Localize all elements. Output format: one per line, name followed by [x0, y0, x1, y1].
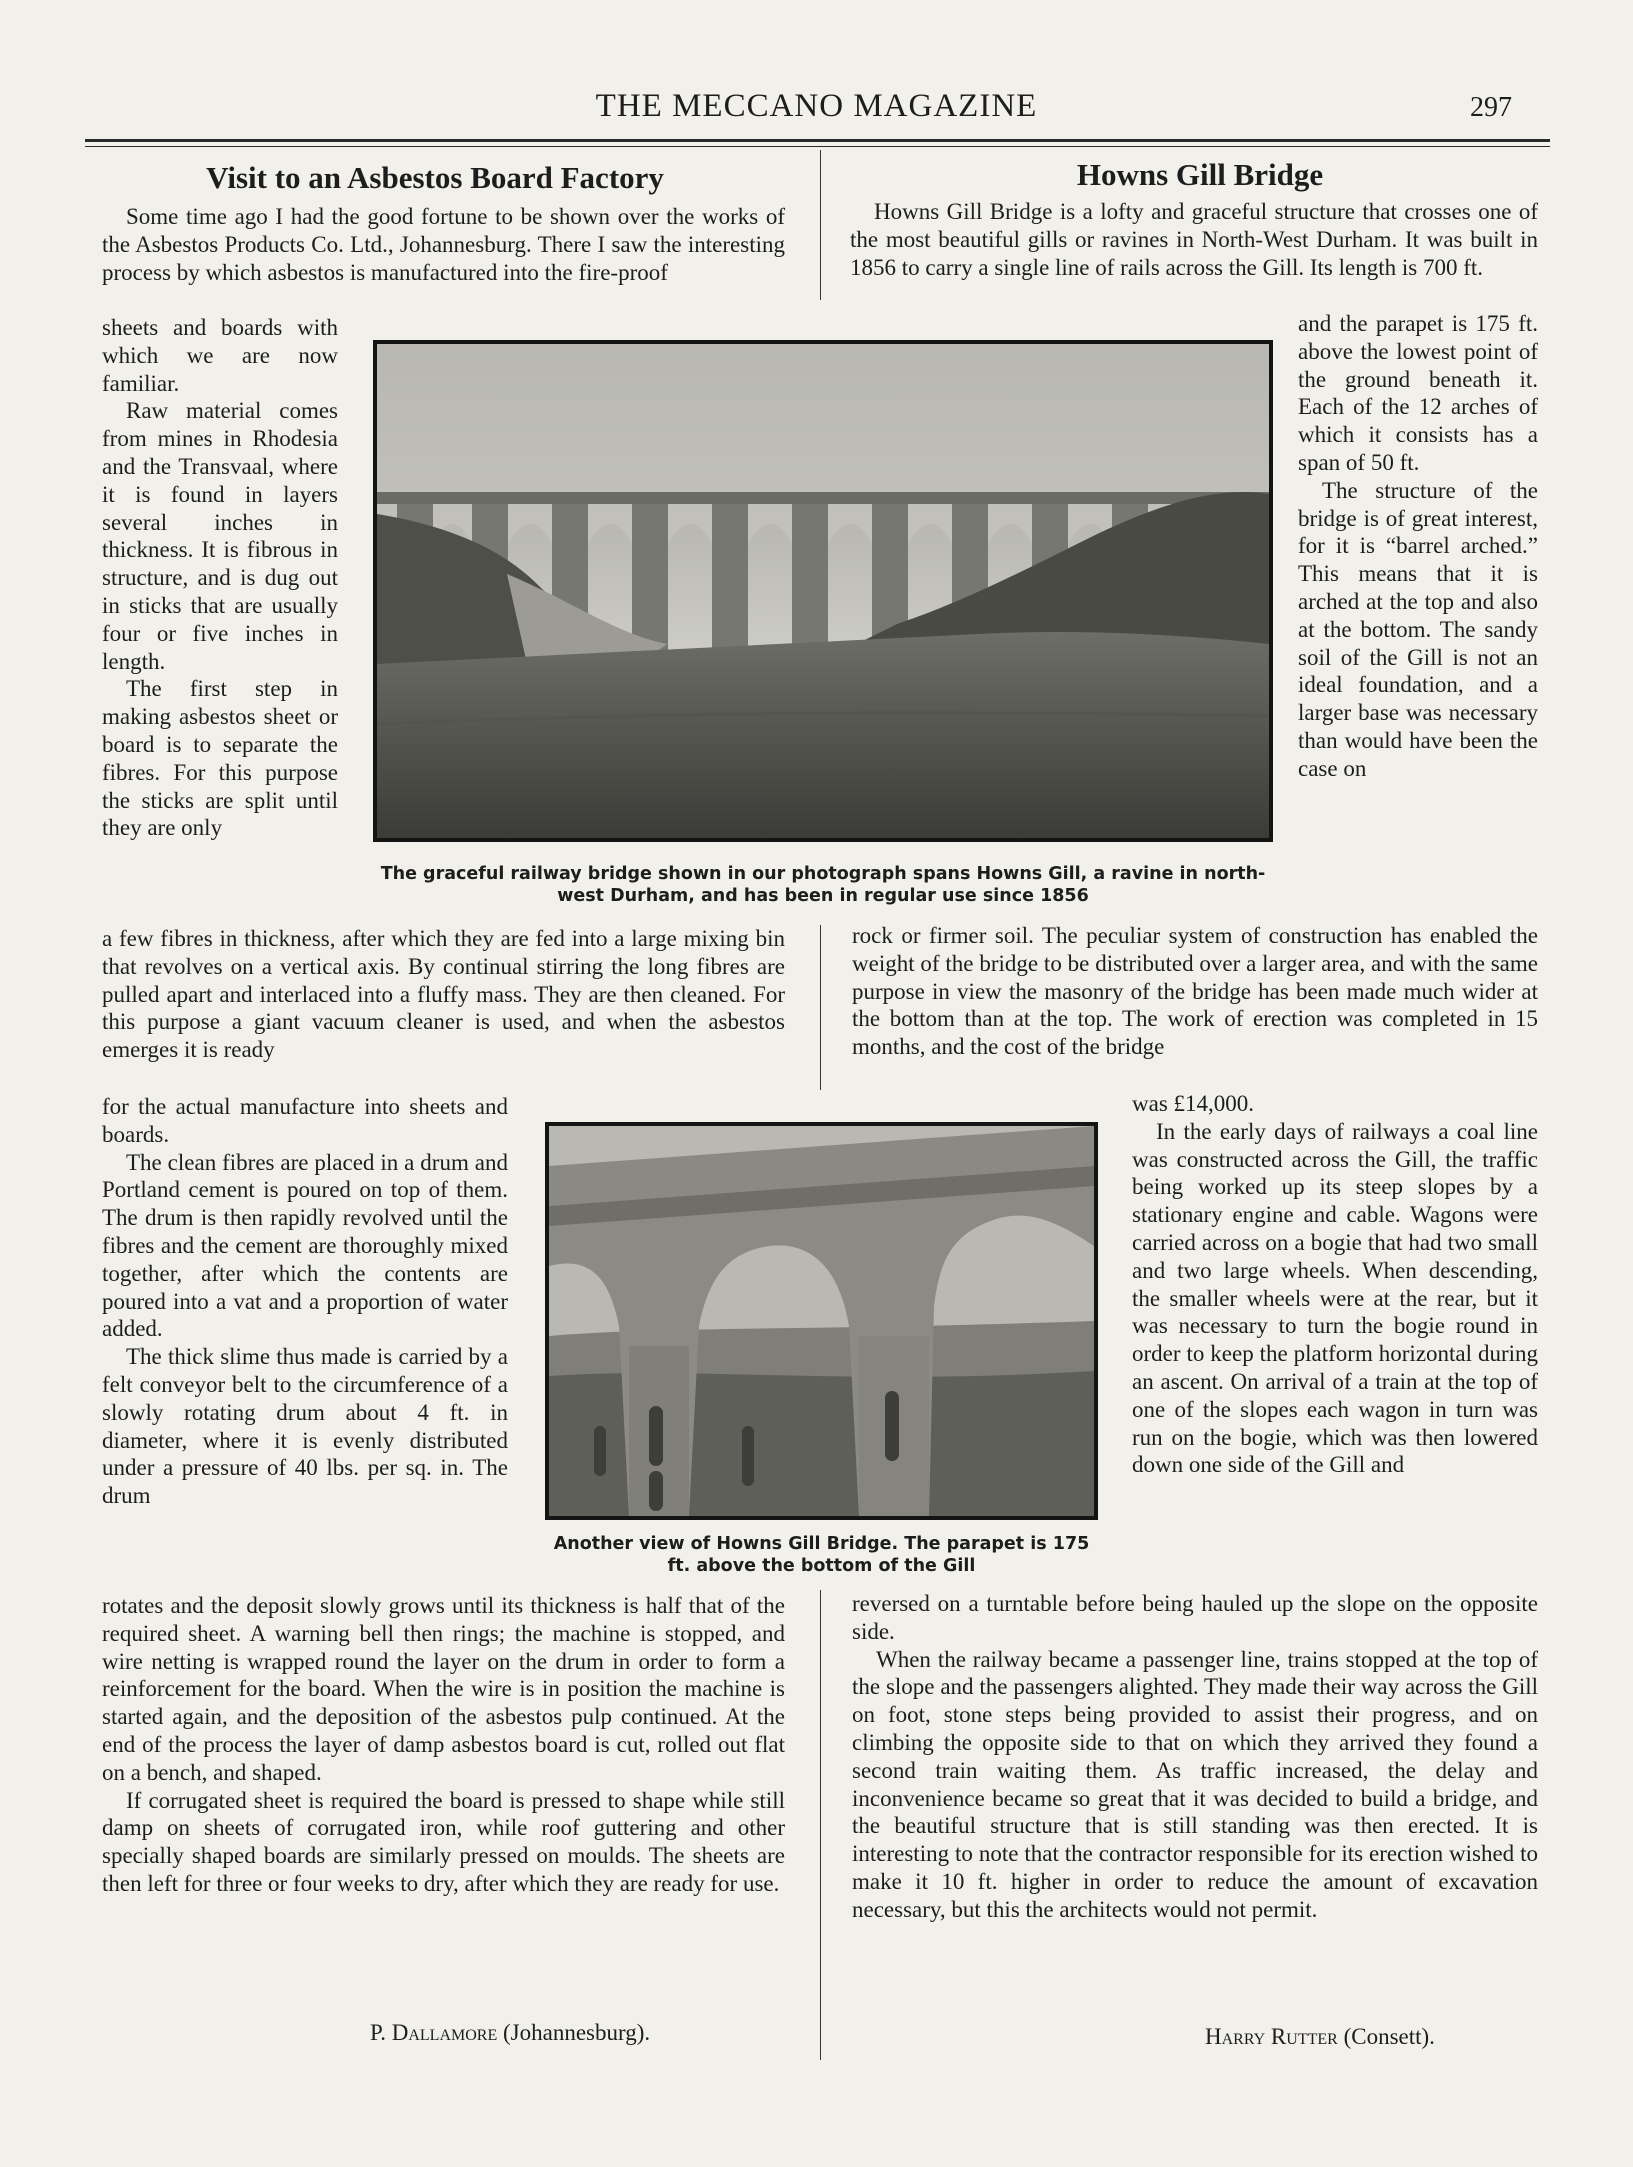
paragraph: When the railway became a passenger line, trains stopped at the top of the slope and the passengers alighted. They made their way across the Gill on foot, stone steps being provided to assist their progress, and on climbing the opposite side to that on which they arrived they found a second train waiting them. As traffic increased, the delay and inconvenience became so great that it was decided to build a bridge, and the beautiful structure that is still standing was then erected. It is interesting to note that the contractor responsible for its erection wished to make it 10 ft. higher in order to reduce the amount of excavation necessary, but this the architects would not permit. [852, 1646, 1538, 1922]
right-article-signature [1205, 2024, 1435, 2050]
left-article-block-e [102, 1592, 785, 1898]
photo2-caption: Another view of Howns Gill Bridge. The parapet is 175 ft. above the bottom of the Gill [553, 1534, 1090, 1576]
column-divider [820, 925, 821, 1090]
right-article-block-a [850, 198, 1538, 281]
column-divider [820, 1590, 821, 2060]
author-place: (Johannesburg). [503, 2020, 651, 2045]
header-rule-thin [85, 146, 1550, 147]
right-article-block-d [1132, 1090, 1538, 1479]
viaduct-landscape-image [377, 344, 1269, 838]
header-rule [85, 139, 1550, 142]
right-article-title: Howns Gill Bridge [1076, 157, 1324, 192]
left-article-block-d [102, 1093, 508, 1510]
paragraph: rock or firmer soil. The peculiar system of construction has enabled the weight of the bridge to be distributed over a larger area, and with the same purpose in view the masonry of the bridge has been made much wider at the bottom than at the top. The work of erection was completed in 15 months, and the cost of the bridge [852, 923, 1538, 1060]
paragraph: The thick slime thus made is carried by a felt conveyor belt to the circumference of a slowly rotating drum about 4 ft. in diameter, where it is evenly distributed under a pressure of 40 lbs. per sq. in. The drum [102, 1344, 508, 1509]
paragraph: Raw material comes from mines in Rhodesia and the Transvaal, where it is found in layers several inches in thickness. It is fibrous in structure, and is dug out in sticks that are usually four or five inches in length. [102, 398, 338, 674]
left-article-block-a [102, 203, 785, 286]
paragraph: Howns Gill Bridge is a lofty and graceful structure that crosses one of the most beautiful gills or ravines in North-West Durham. It was built in 1856 to carry a single line of rails across the Gill. Its length is 700 ft. [850, 199, 1538, 280]
author-name: P. Dallamore [370, 2020, 498, 2045]
left-article-block-b [102, 314, 338, 842]
paragraph: Some time ago I had the good fortune to be shown over the works of the Asbestos Products Co. Ltd., Johannesburg. There I saw the interesting process by which asbestos is manufactured into the fire-proof [102, 204, 785, 285]
magazine-title: THE MECCANO MAGAZINE [595, 88, 1038, 124]
right-article-block-e [852, 1590, 1538, 1924]
left-article-block-c [102, 925, 785, 1064]
paragraph: sheets and boards with which we are now familiar. [102, 315, 338, 396]
left-article-title: Visit to an Asbestos Board Factory [206, 160, 664, 195]
paragraph: was £14,000. [1132, 1091, 1255, 1116]
arches-closeup-image [549, 1126, 1094, 1516]
photo1-caption: The graceful railway bridge shown in our photograph spans Howns Gill, a ravine in north-west Durham, and has been in regular use since 1856 [380, 864, 1266, 906]
column-divider [820, 150, 821, 300]
author-name: Harry Rutter [1205, 2024, 1338, 2049]
left-article-signature [370, 2020, 650, 2046]
paragraph: reversed on a turntable before being hauled up the slope on the opposite side. [852, 1591, 1538, 1644]
paragraph: If corrugated sheet is required the board is pressed to shape while still damp on sheets of corrugated iron, while roof guttering and other specially shaped boards are similarly pressed on moulds. The sheets are then left for three or four weeks to dry, after which they are ready for use. [102, 1787, 785, 1896]
paragraph: for the actual manufacture into sheets and boards. [102, 1094, 508, 1147]
paragraph: a few fibres in thickness, after which they are fed into a large mixing bin that revolves on a vertical axis. By continual stirring the long fibres are pulled apart and interlaced into a fluffy mass. They are then cleaned. For this purpose a giant vacuum cleaner is used, and when the asbestos emerges it is ready [102, 926, 785, 1063]
page-number: 297 [1470, 92, 1512, 123]
author-place: (Consett). [1343, 2024, 1435, 2049]
paragraph: In the early days of railways a coal line was constructed across the Gill, the traffic being worked up its steep slopes by a stationary engine and cable. Wagons were carried across on a bogie that had two small and two large wheels. When descending, the smaller wheels were at the rear, but it was necessary to turn the bogie round in order to keep the platform horizontal during an ascent. On arrival of a train at the top of one of the slopes each wagon in turn was run on the bogie, which was then lowered down one side of the Gill and [1132, 1118, 1538, 1478]
right-article-block-c [852, 922, 1538, 1061]
paragraph: rotates and the deposit slowly grows until its thickness is half that of the required sheet. A warning bell then rings; the machine is stopped, and wire netting is wrapped round the layer on the drum in order to form a reinforcement for the board. When the wire is in position the machine is started again, and the deposition of the asbestos pulp continued. At the end of the process the layer of damp asbestos board is cut, rolled out flat on a bench, and shaped. [102, 1593, 785, 1785]
paragraph: The first step in making asbestos sheet or board is to separate the fibres. For this purpose the sticks are split until they are only [102, 676, 338, 841]
viaduct-landscape-photo [373, 340, 1273, 842]
paragraph: The structure of the bridge is of great interest, for it is “barrel arched.” This means that it is arched at the top and also at the bottom. The sandy soil of the Gill is not an ideal foundation, and a larger base was necessary than would have been the case on [1298, 477, 1538, 781]
paragraph: and the parapet is 175 ft. above the lowest point of the ground beneath it. Each of the 12 arches of which it consists has a span of 50 ft. [1298, 311, 1538, 475]
right-article-block-b [1298, 310, 1538, 783]
paragraph: The clean fibres are placed in a drum and Portland cement is poured on top of them. The drum is then rapidly revolved until the fibres and the cement are thoroughly mixed together, after which the contents are poured into a vat and a proportion of water added. [102, 1149, 508, 1342]
arches-closeup-photo [545, 1122, 1098, 1520]
